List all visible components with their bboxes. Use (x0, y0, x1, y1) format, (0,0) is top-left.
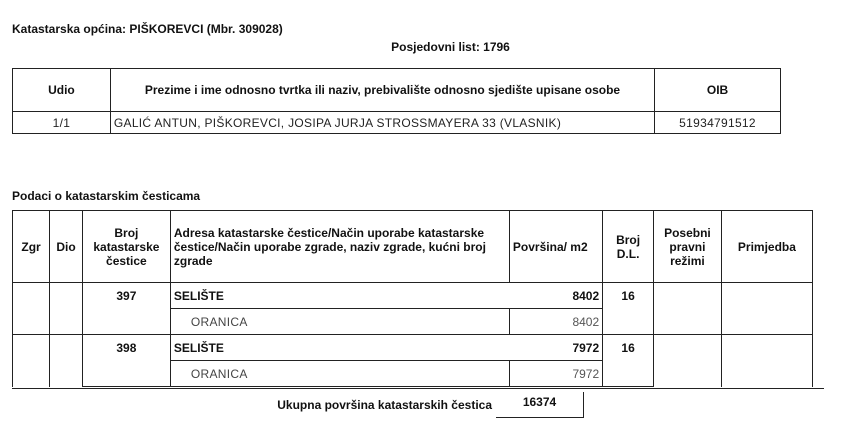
parcel-remark (721, 283, 812, 335)
col-header-address: Adresa katastarske čestice/Način uporabe katastarske čestice/Način uporabe zgrade, naziv zgrade, kućni broj zgrade (170, 211, 509, 283)
owner-share: 1/1 (13, 112, 111, 134)
parcel-dl: 16 (603, 283, 654, 309)
parcel-usage-blank (82, 309, 170, 335)
parcel-usage-area: 7972 (509, 361, 602, 387)
parcels-section-title: Podaci o katastarskim česticama (12, 189, 201, 203)
col-header-dio: Dio (50, 211, 83, 283)
owners-table (12, 68, 781, 134)
parcel-dl: 16 (603, 335, 654, 361)
table-bottom-rule (12, 388, 824, 389)
col-header-area: Površina/ m2 (509, 211, 602, 283)
parcel-number: 398 (82, 335, 170, 361)
parcel-address: SELIŠTE (170, 335, 509, 361)
parcel-usage-area: 8402 (509, 309, 602, 335)
possession-sheet-number: Posjedovni list: 1796 (391, 40, 510, 54)
parcel-zgr (13, 335, 50, 387)
parcel-special-regimes (654, 335, 722, 387)
parcel-usage-blank (82, 361, 170, 387)
col-header-zgr: Zgr (13, 211, 50, 283)
col-header-remark: Primjedba (721, 211, 812, 283)
parcel-usage-dl-blank (603, 361, 654, 387)
parcel-dio (50, 283, 83, 335)
parcel-usage: ORANICA (170, 361, 509, 387)
parcel-address: SELIŠTE (170, 283, 509, 309)
parcel-usage: ORANICA (170, 309, 509, 335)
parcel-special-regimes (654, 283, 722, 335)
total-area-label: Ukupna površina katastarskih čestica (277, 398, 492, 412)
parcel-zgr (13, 283, 50, 335)
parcel-row (13, 335, 813, 361)
owner-row (13, 112, 781, 134)
col-header-oib: OIB (655, 69, 781, 112)
total-area-value: 16374 (496, 392, 584, 418)
parcel-row (13, 283, 813, 309)
parcel-area: 8402 (509, 283, 602, 309)
parcels-header-row (13, 211, 813, 283)
col-header-udio: Udio (13, 69, 111, 112)
col-header-owner-name: Prezime i ime odnosno tvrtka ili naziv, prebivalište odnosno sjedište upisane osobe (110, 69, 654, 112)
owners-header-row (13, 69, 781, 112)
owner-name: GALIĆ ANTUN, PIŠKOREVCI, JOSIPA JURJA STROSSMAYERA 33 (VLASNIK) (110, 112, 654, 134)
col-header-special-regimes: Posebni pravni režimi (654, 211, 722, 283)
owner-oib: 51934791512 (655, 112, 781, 134)
parcel-number: 397 (82, 283, 170, 309)
parcel-area: 7972 (509, 335, 602, 361)
parcel-usage-dl-blank (603, 309, 654, 335)
parcel-dio (50, 335, 83, 387)
col-header-dl: Broj D.L. (603, 211, 654, 283)
parcels-table (12, 210, 813, 387)
cadastral-municipality: Katastarska općina: PIŠKOREVCI (Mbr. 309028) (12, 22, 283, 36)
parcel-remark (721, 335, 812, 387)
col-header-parcel-number: Broj katastarske čestice (82, 211, 170, 283)
